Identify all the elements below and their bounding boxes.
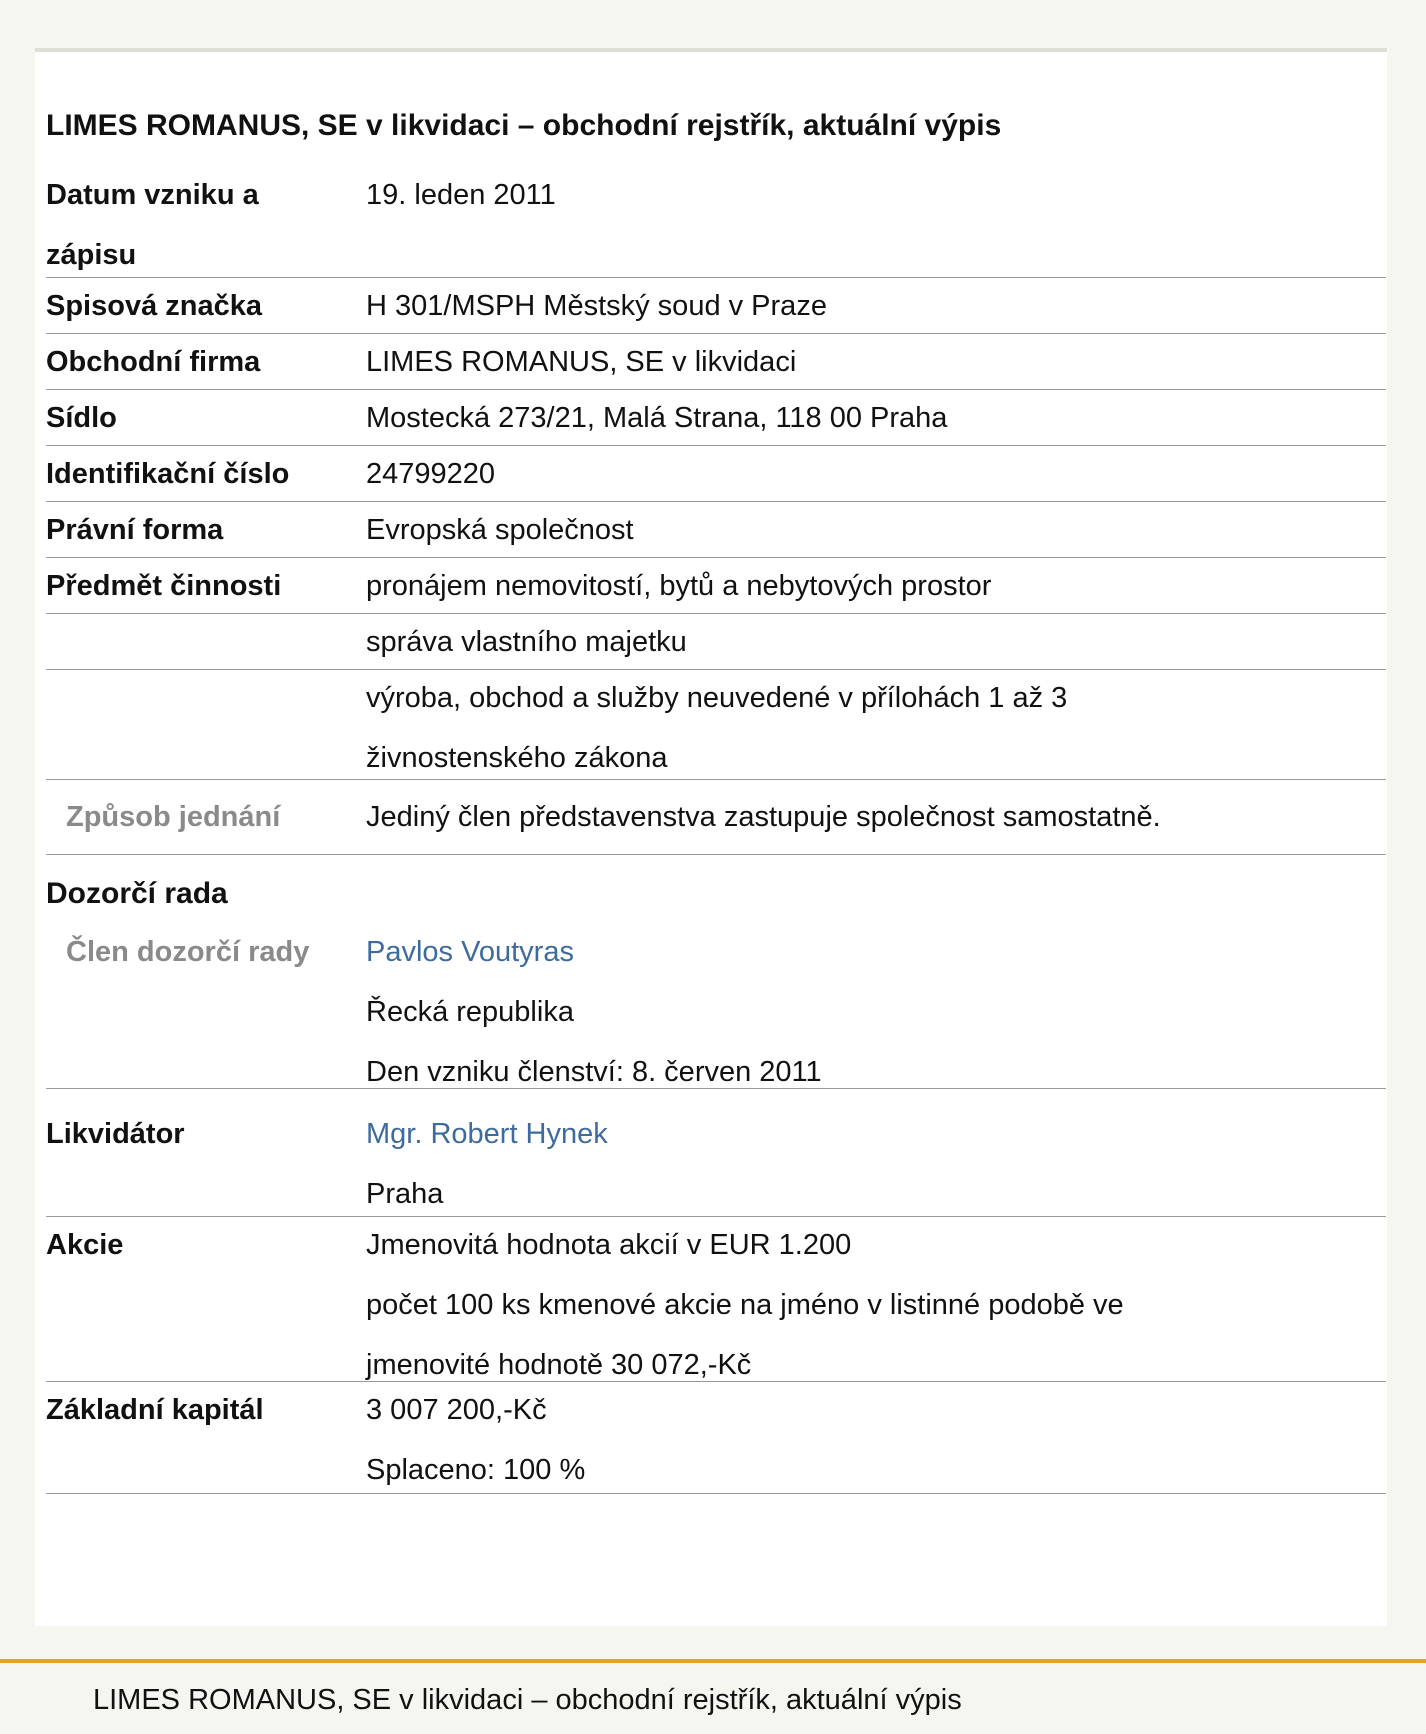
row-label: Způsob jednání	[66, 801, 281, 833]
row-zakladni-kapital	[46, 1382, 1386, 1494]
row-value: 19. leden 2011	[366, 179, 556, 211]
row-label: Člen dozorčí rady	[66, 936, 310, 968]
row-value	[366, 1104, 1376, 1224]
footer-divider	[0, 1659, 1426, 1663]
row-label: Základní kapitál	[46, 1394, 264, 1426]
row-akcie	[46, 1217, 1386, 1382]
row-clen-dozorci-rady	[46, 922, 1386, 1089]
row-value: 24799220	[366, 458, 496, 490]
row-value: Jediný člen představenstva zastupuje společnost samostatně.	[366, 801, 1161, 833]
row-value: pronájem nemovitostí, bytů a nebytových prostor	[366, 570, 992, 602]
row-label: Spisová značka	[46, 290, 262, 322]
row-sidlo	[46, 390, 1386, 446]
likvidator-name-link[interactable]: Mgr. Robert Hynek	[366, 1118, 608, 1150]
akcie-line-2: počet 100 ks kmenové akcie na jméno v listinné podobě ve jmenovité hodnotě 30 072,-Kč	[366, 1289, 1124, 1381]
row-predmet-cinnosti-2	[46, 614, 1386, 670]
row-predmet-cinnosti-3	[46, 670, 1386, 780]
row-value: správa vlastního majetku	[366, 626, 687, 658]
row-label: Právní forma	[46, 514, 224, 546]
page-title: LIMES ROMANUS, SE v likvidaci – obchodní rejstřík, aktuální výpis	[46, 109, 1002, 142]
row-spisova-znacka	[46, 278, 1386, 334]
section-dozorci-rada: Dozorčí rada	[46, 877, 228, 910]
row-likvidator	[46, 1089, 1386, 1217]
kapital-amount: 3 007 200,-Kč	[366, 1394, 547, 1426]
row-predmet-cinnosti	[46, 558, 1386, 614]
member-country: Řecká republika	[366, 996, 574, 1028]
row-label: Likvidátor	[46, 1118, 185, 1150]
member-since: Den vzniku členství: 8. červen 2011	[366, 1056, 822, 1088]
row-label: Obchodní firma	[46, 346, 261, 378]
row-value: H 301/MSPH Městský soud v Praze	[366, 290, 827, 322]
row-datum-vzniku	[46, 165, 1386, 278]
row-identifikacni-cislo	[46, 446, 1386, 502]
akcie-line-1: Jmenovitá hodnota akcií v EUR 1.200	[366, 1229, 852, 1261]
likvidator-city: Praha	[366, 1178, 444, 1210]
row-label: Identifikační číslo	[46, 458, 290, 490]
row-label: Datum vzniku a zápisu	[46, 179, 259, 271]
row-label: Akcie	[46, 1229, 124, 1261]
row-value	[366, 1380, 1376, 1500]
member-name-link[interactable]: Pavlos Voutyras	[366, 936, 574, 968]
footer-title: LIMES ROMANUS, SE v likvidaci – obchodní rejstřík, aktuální výpis	[93, 1684, 962, 1716]
row-label: Předmět činnosti	[46, 570, 282, 602]
row-value: Mostecká 273/21, Malá Strana, 118 00 Praha	[366, 402, 948, 434]
row-value: výroba, obchod a služby neuvedené v přílohách 1 až 3 živnostenského zákona	[366, 682, 1068, 774]
registry-card	[35, 48, 1387, 1626]
row-value: LIMES ROMANUS, SE v likvidaci	[366, 346, 797, 378]
row-obchodni-firma	[46, 334, 1386, 390]
row-zpusob-jednani	[46, 780, 1386, 855]
row-value: Evropská společnost	[366, 514, 634, 546]
row-label: Sídlo	[46, 402, 117, 434]
kapital-paid: Splaceno: 100 %	[366, 1454, 586, 1486]
row-value	[366, 1215, 1376, 1395]
row-value	[366, 922, 1376, 1102]
row-pravni-forma	[46, 502, 1386, 558]
